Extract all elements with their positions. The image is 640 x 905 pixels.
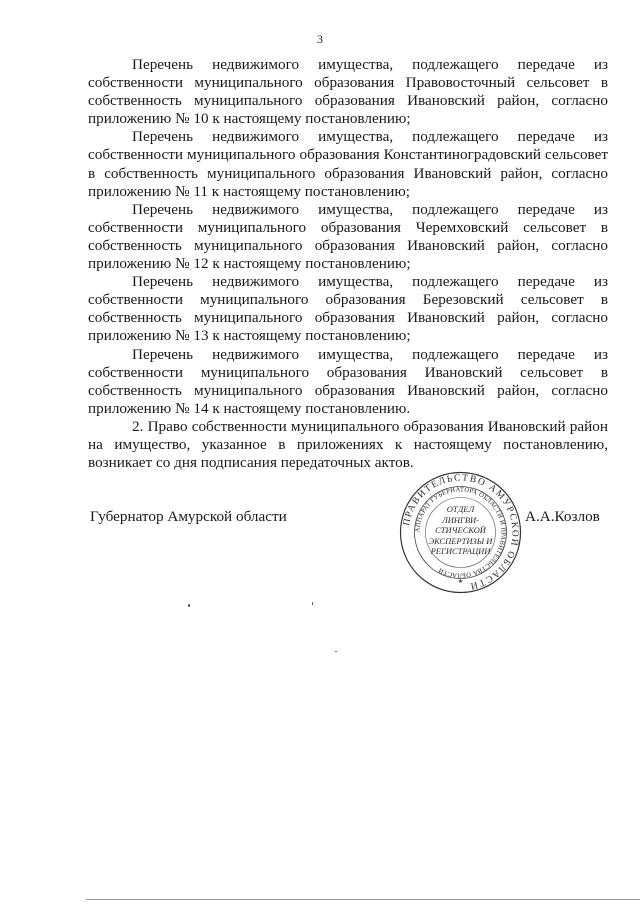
scan-edge-line <box>86 899 640 900</box>
paragraph-list-item: Перечень недвижимого имущества, подлежащего передаче из собственности муниципального образования Правовосточный сельсовет в собственность муниципального образования Ивановский район, согласно приложению № 10 к настоящему постановлению; <box>88 56 608 128</box>
seal-outer-text: ПРАВИТЕЛЬСТВО АМУРСКОЙ ОБЛАСТИ <box>401 473 520 591</box>
page-number: 3 <box>317 32 323 46</box>
paragraph-clause-2: 2. Право собственности муниципального образования Ивановский район на имущество, указанное в приложениях к настоящему постановлению, возникает со дня подписания передаточных актов. <box>88 417 608 472</box>
official-seal-stamp <box>398 470 523 595</box>
scan-speck <box>188 604 190 607</box>
paragraph-list-item: Перечень недвижимого имущества, подлежащего передаче из собственности муниципального образования Черемховский сельсовет в собственность муниципального образования Ивановский район, согласно приложению № 12 к настоящему постановлению; <box>88 200 608 273</box>
paragraph-list-item: Перечень недвижимого имущества, подлежащего передаче из собственности муниципального образования Ивановский сельсовет в собственность муниципального образования Ивановский район, согласно приложению № 14 к настоящему постановлению. <box>88 345 608 417</box>
svg-text:★: ★ <box>457 578 464 585</box>
scan-speck <box>335 651 337 652</box>
signatory-name: А.А.Козлов <box>525 508 600 525</box>
document-body <box>88 56 608 472</box>
signatory-position: Губернатор Амурской области <box>90 508 287 525</box>
seal-inner-text: АППАРАТ ГУБЕРНАТОРА ОБЛАСТИ И ПРАВИТЕЛЬСТВА ОБЛАСТИ <box>414 486 507 579</box>
paragraph-list-item: Перечень недвижимого имущества, подлежащего передаче из собственности муниципального образования Березовский сельсовет в собственность муниципального образования Ивановский район, согласно приложению № 13 к настоящему постановлению; <box>88 273 608 345</box>
signature-block <box>90 508 620 528</box>
paragraph-list-item: Перечень недвижимого имущества, подлежащего передаче из собственности муниципального образования Константиноградовский сельсовет в собственность муниципального образования Ивановский район, согласно приложению № 11 к настоящему постановлению; <box>88 128 608 200</box>
scan-speck <box>312 602 313 605</box>
seal-center-text: ОТДЕЛ ЛИНГВИ- СТИЧЕСКОЙ ЭКСПЕРТИЗЫ И РЕГИСТРАЦИИ <box>428 504 493 556</box>
